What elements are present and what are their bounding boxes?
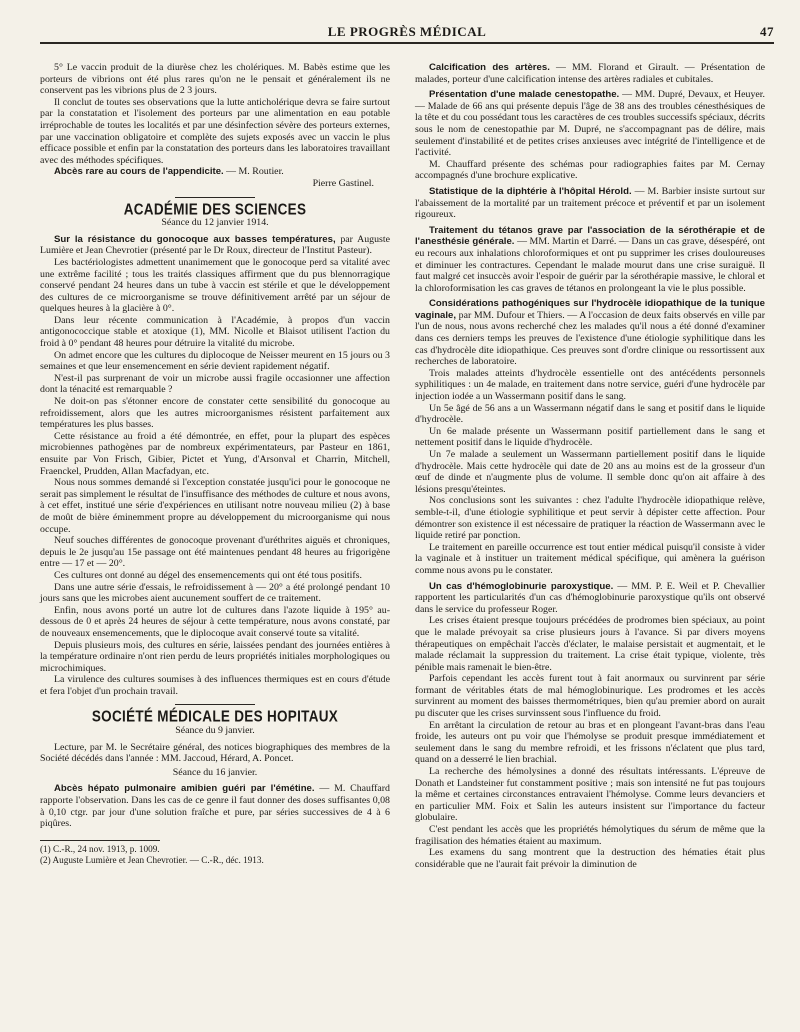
seance-date: Séance du 12 janvier 1914. — [161, 217, 269, 229]
paragraph: Trois malades atteints d'hydrocèle essentielle ont des antécédents personnels syphilitiques : un 4e malade, en traitement dans notre service, guéri d'une hydrocèle par injection iodée a un Wassermann positif dans le sang. — [415, 367, 765, 403]
paragraph: Il conclut de toutes ses observations que la lutte anticholérique devra se faire surtout par la constatation et l'isolement des porteurs par une alimentation en eau potable irréprochable de toutes les localités et par une désinfection sévère des porteurs externes, par une vaccination obligatoire et complète des sujets exposés avec un vaccin le plus efficace possible et enfin par la constatation des porteurs dans les laboratoires travaillant avec des méthodes spécifiques. — [40, 96, 390, 166]
entry-title: Statistique de la diphtérie à l'hôpital Hérold. — [429, 185, 632, 197]
right-column — [415, 62, 765, 870]
entry-title: Traitement du tétanos grave par l'association de la sérothérapie et de l'anesthésie générale. — [415, 224, 765, 248]
footnote: (1) C.-R., 24 nov. 1913, p. 1009. — [40, 843, 160, 854]
entry-title: Considérations pathogéniques sur l'hydrocèle idiopathique de la tunique vaginale, — [415, 298, 765, 321]
paragraph: Parfois cependant les accès furent tout à fait anormaux ou survinrent par série formant de véritables états de mal hémoglobinurique. Les prodromes et les accès survinrent au moment des baisses thermométriques, bien qu'au premier abord on aurait pu discuter que les crises survinssent sous l'influence du froid. — [415, 673, 765, 720]
paragraph: Les bactériologistes admettent unanimement que le gonocoque perd sa vitalité avec une extrême facilité ; tous les traités classiques affirment que du pus blennorragique conservé pendant 24 heures dans un tube à vaccin est stérile et que le développement des cultures de ce microorganisme se trouve définitivement arrêté par un séjour de quelques heures à la glacière à 0°. — [40, 256, 390, 315]
entry-title: Abcès rare au cours de l'appendicite. — [54, 166, 224, 178]
paragraph: Nous nous sommes demandé si l'exception constatée jusqu'ici pour le gonocoque ne serait pas simplement le résultat de l'insuffisance des méthodes de culture et nous avons, à cet effet, institué une série d'expériences en utilisant notre nouveau milieu (2) à base de moût de bière éminemment propre au développement du microorganisme qui nous occupe. — [40, 477, 390, 535]
footnote: (2) Auguste Lumière et Jean Chevrotier. — C.-R., déc. 1913. — [40, 854, 264, 865]
entry-text: — MM. Martin et Darré. — Dans un cas grave, désespéré, ont eu recours aux inhalations chloroformiques et ont pu supprimer les crises douloureuses et diminuer les contractures. Cependant le malade mourut dans une crise suraiguë. Il faut malgré cet insuccès avoir l'espoir de guérir par la sérothérapie massive, le chloral et la chloroformisation les cas graves de tétanos en prolongeant la vie le plus possible. — [415, 236, 765, 294]
paragraph: Le traitement en pareille occurrence est tout entier médical puisqu'il consiste à vider la vaginale et à instituer un traitement médical spécifique, qui amènera la guérison comme nous avons pu le constater. — [415, 541, 765, 576]
section-title-academie: ACADÉMIE DES SCIENCES — [123, 200, 307, 218]
hemo-entry — [415, 581, 765, 616]
entry-title: Sur la résistance du gonocoque aux basses températures, — [54, 233, 336, 245]
entry-title: Calcification des artères. — [429, 62, 550, 73]
seance-date: Séance du 9 janvier. — [175, 725, 255, 737]
entry-text: — M. Barbier insiste surtout sur l'abaissement de la mortalité par un traitement précoce et préventif et par un isolement rigoureux. — [415, 185, 765, 221]
entry-title: Présentation d'une malade cenestopathe. — [429, 89, 620, 101]
tetanos-entry — [415, 225, 765, 295]
section-divider — [175, 704, 255, 705]
paragraph: La recherche des hémolysines a donné des résultats intéressants. L'épreuve de Donath et Landsteiner fut constamment positive ; mais son intensité ne fut pas toujours la même et certaines circonstances entravaient l'hémolyse. Comme leurs devanciers et en particulier MM. Foix et Salin les auteurs insistent sur l'importance du facteur globulaire. — [415, 766, 765, 824]
signature: Pierre Gastinel. — [312, 177, 374, 189]
abces-entry — [40, 166, 390, 178]
ceneso-entry — [415, 89, 765, 159]
paragraph: Ne doit-on pas s'étonner encore de constater cette sensibilité du gonocoque au refroidissement, alors que les autres microorganismes résistent parfaitement aux températures les plus basses. — [40, 396, 390, 431]
paragraph: Un 5e âgé de 56 ans a un Wassermann négatif dans le sang et positif dans le liquide d'hydrocèle. — [415, 402, 765, 426]
page-number: 47 — [760, 24, 774, 39]
paragraph: La virulence des cultures soumises à des influences thermiques est en cours d'étude et fera l'objet d'un prochain travail. — [40, 674, 390, 697]
entry-text: — MM. P. E. Weil et P. Chevallier rapportent les particularités d'un cas d'hémoglobinurie paroxystique qu'ils ont observé dans le service du professeur Roger. — [415, 580, 765, 615]
gono-entry — [40, 234, 390, 257]
entry-title: Un cas d'hémoglobinurie paroxystique. — [429, 580, 614, 592]
seance-date: Séance du 16 janvier. — [172, 766, 258, 778]
paragraph: En arrêtant la circulation de retour au bras et en plongeant l'avant-bras dans l'eau froide, les auteurs ont pu voir que l'hémolyse se produit presque immédiatement et seulement dans le sang du membre refroidi, et les frissons n'éclatent que plus tard, quand on a desserré le lien brachial. — [415, 719, 765, 766]
journal-title: LE PROGRÈS MÉDICAL — [327, 24, 487, 39]
paragraph: 5° Le vaccin produit de la diurèse chez les cholériques. M. Babès estime que les porteurs de vibrions ont été plus rares qu'on ne le pensait et généralement ils ne conservent pas les vibrions plus de 2 3 jours. — [40, 62, 390, 97]
paragraph: Un 6e malade présente un Wassermann positif partiellement dans le sang et nettement positif dans le liquide d'hydrocèle. — [415, 425, 765, 449]
page-header — [40, 22, 774, 44]
paragraph: Dans leur récente communication à l'Académie, à propos d'un vaccin antigonococcique stable et atoxique (1), MM. Nicolle et Blaisot utilisent l'action du froid à 0° pendant 48 heures pour détruire la vitalité du microbe. — [40, 314, 390, 350]
paragraph: N'est-il pas surprenant de voir un microbe aussi fragile occasionner une affection dont la ténacité est remarquable ? — [40, 372, 390, 396]
left-column — [40, 62, 390, 866]
hydro-entry — [415, 298, 765, 368]
paragraph: Un 7e malade a seulement un Wassermann partiellement positif dans le liquide d'hydrocèle. Mais cette hydrocèle qui date de 20 ans au moins est de la grosseur d'un œuf de dinde et n'augmente plus de volume. Il semble donc qu'on ait affaire à des lésions presqu'éteintes. — [415, 449, 765, 495]
paragraph: Les crises étaient presque toujours précédées de prodromes bien spéciaux, au point que le malade prévoyait sa crise plusieurs jours à l'avance. Si par divers moyens thérapeutiques on empêchait l'accès d'éclater, le malaise persistait et augmentait, et le malade réclamait la suppression du traitement. La crise était typique, violente, très pénible mais ramenait le bien-être. — [415, 615, 765, 673]
footnote-rule — [40, 840, 160, 841]
paragraph: Neuf souches différentes de gonocoque provenant d'uréthrites aiguës et chroniques, depuis le 2e jusqu'au 15e passage ont été maintenues pendant 48 heures au frigorigène entre — 17 et — 20°. — [40, 535, 390, 570]
entry-title: Abcès hépato pulmonaire amibien guéri par l'émétine. — [54, 783, 315, 795]
entry-text: — M. Chauffard rapporte l'observation. Dans les cas de ce genre il faut donner des doses suffisantes 0,08 à 0,10 ctgr. par jour d'une solution fraîche et pure, par séries successives de 4 à 6 piqûres. — [40, 783, 390, 830]
diph-entry — [415, 186, 765, 221]
paragraph: Dans une autre série d'essais, le refroidissement à — 20° a été prolongé pendant 10 jours sans que les microbes aient aucunement souffert de ce traitement. — [40, 581, 390, 605]
paragraph: Nos conclusions sont les suivantes : chez l'adulte l'hydrocèle idiopathique relève, semble-t-il, d'une étiologie syphilitique et peut servir à dépister cette affection. Pour démontrer son existence il est nécessaire de pratiquer la réaction de Wassermann avec le liquide retiré par ponction. — [415, 495, 765, 542]
paragraph: On admet encore que les cultures du diplocoque de Neisser meurent en 15 jours ou 3 semaines et que leur ensemencement en série devient rapidement négatif. — [40, 349, 390, 373]
paragraph: Ces cultures ont donné au dégel des ensemencements qui ont été tous positifs. — [54, 569, 362, 581]
paragraph: M. Chauffard présente des schémas pour radiographies faites par M. Cernay accompagnés d'une brochure explicative. — [415, 158, 765, 182]
calc-entry — [415, 62, 765, 85]
paragraph: Cette résistance au froid a été démontrée, en effet, pour la plupart des espèces microbiennes pathogènes par de nombreux expérimentateurs, par Pasteur en 1861, ensuite par Von Frisch, Gibier, Pictet et Yung, d'Arsonval et Charrin, Mitchell, Fraenckel, Prudden, Allan Macfadyan, etc. — [40, 430, 390, 477]
hepato-entry — [40, 783, 390, 829]
paragraph: Depuis plusieurs mois, des cultures en série, laissées pendant des journées entières à la température ordinaire n'ont rien perdu de leurs propriétés initiales morphologiques ou microchimiques. — [40, 639, 390, 674]
entry-text: — M. Routier. — [223, 166, 284, 178]
paragraph: C'est pendant les accès que les propriétés hémolytiques du sérum de même que la fragilisation des hématies étaient au maximum. — [415, 824, 765, 847]
paragraph: Lecture, par M. le Secrétaire général, des notices biographiques des membres de la Société décédés dans l'année : MM. Jaccoud, Hérard, A. Poncet. — [40, 741, 390, 765]
section-divider — [175, 197, 255, 198]
entry-text: — MM. Dupré, Devaux, et Heuyer. — Malade de 66 ans qui présente depuis l'âge de 38 ans des troubles cénesthésiques de la tête et du cou possédant tous les caractères de ces troubles successifs spéciaux, décrits sous le nom de cenestopathie par M. Dupré, ne s'accompagnant pas de délire, mais seulement d'instabilité et de petites crises anxieuses avec intégrité de l'intelligence et de l'activité. — [415, 89, 765, 159]
paragraph: Les examens du sang montrent que la destruction des hématies était plus considérable que ne l'aurait fait prévoir la diminution de — [415, 847, 765, 870]
journal-page — [40, 22, 774, 870]
paragraph: Enfin, nous avons porté un autre lot de cultures dans l'azote liquide à 195° au-dessous de 0 et après 24 heures de séjour à cette température, nous avons constaté, par de nouveaux ensemencements, que le diplocoque avait conservé toute sa vitalité. — [40, 604, 390, 639]
entry-text: — MM. Florand et Girault. — Présentation de malades, porteur d'une calcification intense des artères radiales et cubitales. — [415, 62, 766, 85]
section-title-societe: SOCIÉTÉ MÉDICALE DES HOPITAUX — [91, 708, 339, 726]
entry-text: par Auguste Lumière et Jean Chevrotier (présenté par le Dr Roux, directeur de l'Institut Pasteur). — [40, 233, 390, 257]
entry-text: par MM. Dufour et Thiers. — A l'occasion de deux faits observés en ville par l'un de nous, nous avons recherché chez les malades qu'il nous a été donné d'examiner dans ces derniers temps les preuves de l'existence d'une étiologie syphilitique dans les cas d'hydrocèle dite idiopathique. Ces preuves sont d'ordre clinique ou ressortissent aux recherches de laboratoire. — [415, 309, 765, 368]
